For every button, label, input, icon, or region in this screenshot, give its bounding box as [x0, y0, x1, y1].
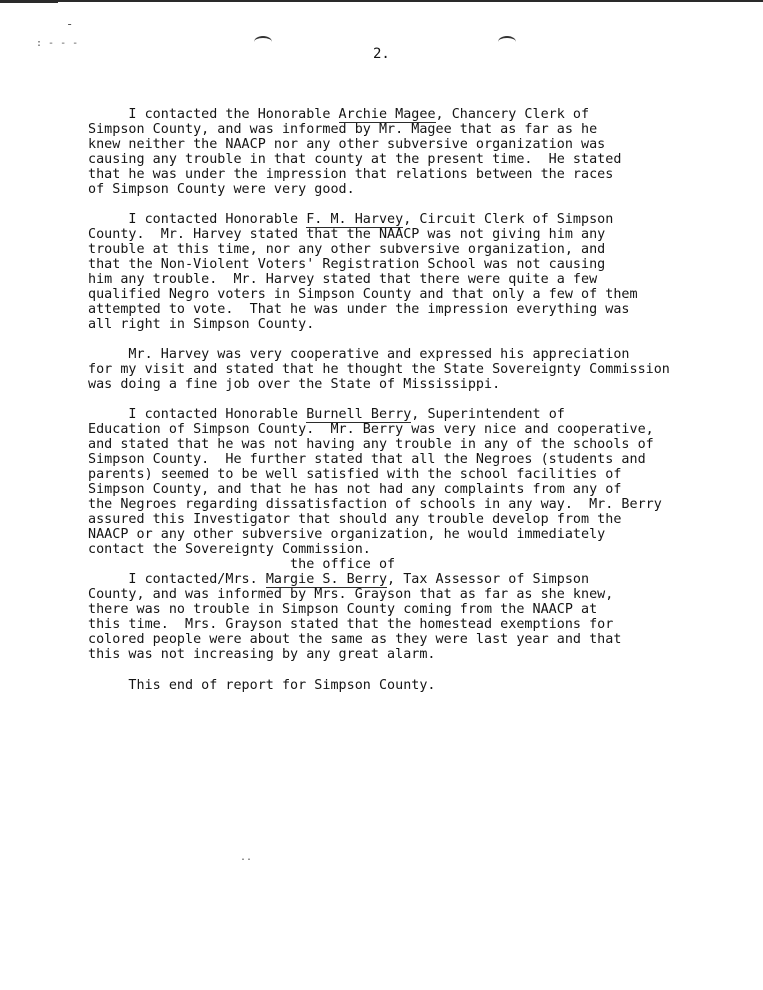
scan-speck: .. [240, 852, 253, 863]
report-line: Education of Simpson County. Mr. Berry was very nice and cooperative, [88, 422, 654, 437]
report-line: for my visit and stated that he thought the State Sovereignty Commission [88, 362, 670, 377]
report-line: all right in Simpson County. [88, 317, 315, 332]
report-line: that he was under the impression that relations between the races [88, 167, 614, 182]
report-line: causing any trouble in that county at the present time. He stated [88, 152, 622, 167]
report-line: that the Non-Violent Voters' Registration School was not causing [88, 257, 606, 272]
report-line: Simpson County. He further stated that all the Negroes (students and [88, 452, 646, 467]
report-line: assured this Investigator that should any trouble develop from the [88, 512, 622, 527]
report-line: attempted to vote. That he was under the impression everything was [88, 302, 630, 317]
report-line: the office of [88, 557, 396, 572]
scan-speck: : - - - [36, 38, 79, 49]
underlined-name: Archie Magee [338, 107, 436, 122]
report-line: the Negroes regarding dissatisfaction of schools in any way. Mr. Berry [88, 497, 662, 512]
underlined-name: Burnell Berry [306, 407, 412, 422]
underlined-name: Margie S. Berry [265, 572, 388, 587]
report-line: I contacted Honorable F. M. Harvey, Circuit Clerk of Simpson [88, 212, 614, 227]
page-number: 2. [373, 46, 390, 62]
report-line: parents) seemed to be well satisfied with the school facilities of [88, 467, 622, 482]
report-line: Simpson County, and was informed by Mr. Magee that as far as he [88, 122, 598, 137]
scan-speck: - [66, 17, 74, 31]
report-line: I contacted the Honorable Archie Magee, Chancery Clerk of [88, 107, 590, 122]
report-line: Mr. Harvey was very cooperative and expressed his appreciation [88, 347, 630, 362]
underlined-name: F. M. Harvey [306, 212, 404, 227]
report-line: colored people were about the same as they were last year and that [88, 632, 622, 647]
report-line: NAACP or any other subversive organization, he would immediately [88, 527, 606, 542]
report-line: him any trouble. Mr. Harvey stated that there were quite a few [88, 272, 598, 287]
report-line: I contacted Honorable Burnell Berry, Superintendent of [88, 407, 565, 422]
report-line: and stated that he was not having any trouble in any of the schools of [88, 437, 654, 452]
report-line: this time. Mrs. Grayson stated that the homestead exemptions for [88, 617, 614, 632]
report-line: Simpson County, and that he has not had any complaints from any of [88, 482, 622, 497]
report-line: contact the Sovereignty Commission. [88, 542, 371, 557]
report-line: there was no trouble in Simpson County coming from the NAACP at [88, 602, 598, 617]
report-line: County, and was informed by Mrs. Grayson that as far as she knew, [88, 587, 614, 602]
report-line: County. Mr. Harvey stated that the NAACP was not giving him any [88, 227, 606, 242]
report-line: trouble at this time, nor any other subversive organization, and [88, 242, 606, 257]
report-line: This end of report for Simpson County. [88, 678, 436, 693]
report-line: of Simpson County were very good. [88, 182, 355, 197]
report-line: qualified Negro voters in Simpson County and that only a few of them [88, 287, 638, 302]
report-line: was doing a fine job over the State of Mississippi. [88, 377, 501, 392]
report-line: I contacted/Mrs. Margie S. Berry, Tax Assessor of Simpson [88, 572, 590, 587]
report-line: knew neither the NAACP nor any other subversive organization was [88, 137, 606, 152]
report-line: this was not increasing by any great alarm. [88, 647, 436, 662]
